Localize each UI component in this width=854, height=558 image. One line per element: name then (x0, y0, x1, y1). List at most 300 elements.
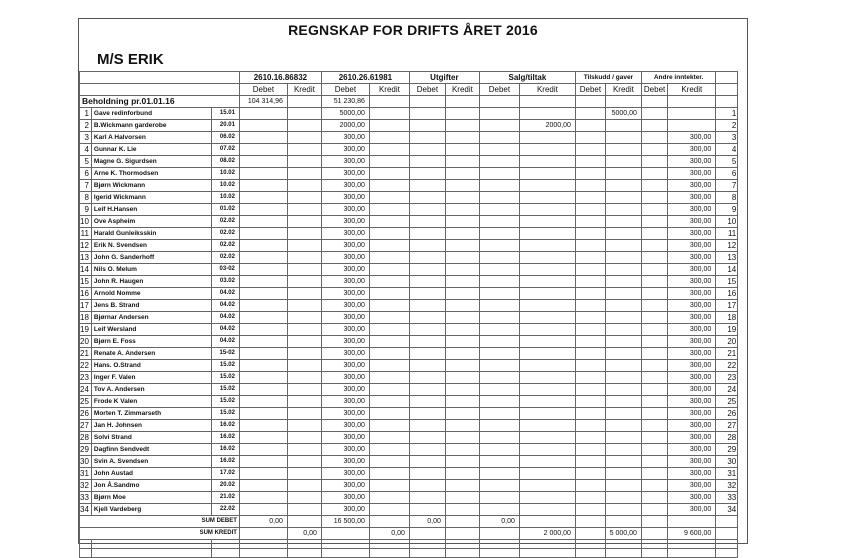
salg-kredit-cell (519, 156, 575, 168)
acct1-kredit-cell (287, 336, 321, 348)
andre-debet-cell (641, 480, 667, 492)
row-number: 30 (80, 456, 92, 468)
utgifter-debet-cell (409, 144, 445, 156)
utgifter-kredit-cell (445, 336, 479, 348)
salg-debet-cell (479, 420, 519, 432)
row-name: Bjørn Wickmann (91, 180, 211, 192)
row-date: 04.02 (211, 312, 239, 324)
row-number-right: 14 (716, 264, 738, 276)
ledger-row (80, 216, 738, 228)
acct2-debet-cell: 300,00 (321, 348, 369, 360)
ledger-row (80, 420, 738, 432)
salg-kredit-cell (519, 492, 575, 504)
utgifter-kredit-cell (445, 432, 479, 444)
andre-kredit-cell: 300,00 (668, 324, 716, 336)
andre-debet-cell (641, 300, 667, 312)
acct2-kredit-cell (369, 372, 409, 384)
acct2-kredit-cell (369, 228, 409, 240)
utgifter-debet-cell (409, 180, 445, 192)
row-number: 5 (80, 156, 92, 168)
acct1-kredit-cell (287, 252, 321, 264)
tilskudd-debet-cell (575, 108, 605, 120)
salg-kredit-cell (519, 408, 575, 420)
acct2-kredit-cell (369, 264, 409, 276)
andre-debet-cell (641, 276, 667, 288)
utgifter-debet-cell (409, 216, 445, 228)
row-number: 1 (80, 108, 92, 120)
sum-kredit-acct1: 0,00 (287, 528, 321, 540)
acct1-debet-cell (239, 300, 287, 312)
row-number-right: 11 (716, 228, 738, 240)
tilskudd-kredit-cell (605, 204, 641, 216)
tilskudd-debet-cell (575, 456, 605, 468)
row-date: 20.01 (211, 120, 239, 132)
andre-debet-cell (641, 252, 667, 264)
utgifter-kredit-cell (445, 504, 479, 516)
salg-kredit-cell (519, 192, 575, 204)
acct1-debet-cell (239, 348, 287, 360)
acct2-debet-cell: 300,00 (321, 252, 369, 264)
acct1-kredit-cell (287, 204, 321, 216)
andre-debet-cell (641, 192, 667, 204)
ledger-row (80, 432, 738, 444)
andre-kredit-cell: 300,00 (668, 360, 716, 372)
row-name: Bjørn Moe (91, 492, 211, 504)
ledger-row (80, 156, 738, 168)
acct1-kredit-cell (287, 108, 321, 120)
row-number: 32 (80, 480, 92, 492)
row-name: Inger F. Valen (91, 372, 211, 384)
row-date: 03.02 (211, 276, 239, 288)
tilskudd-debet-cell (575, 252, 605, 264)
salg-kredit-cell (519, 108, 575, 120)
salg-kredit-cell (519, 444, 575, 456)
acct2-debet-cell: 300,00 (321, 156, 369, 168)
tilskudd-kredit-cell (605, 216, 641, 228)
acct2-kredit-cell (369, 324, 409, 336)
andre-kredit-cell: 300,00 (668, 456, 716, 468)
salg-debet-cell (479, 276, 519, 288)
acct1-kredit-cell (287, 420, 321, 432)
tilskudd-kredit-cell (605, 132, 641, 144)
salg-debet-cell (479, 120, 519, 132)
andre-kredit-cell: 300,00 (668, 480, 716, 492)
salg-kredit-cell (519, 144, 575, 156)
salg-debet-cell (479, 456, 519, 468)
acct1-kredit-cell (287, 480, 321, 492)
tilskudd-debet-cell (575, 348, 605, 360)
acct2-debet-cell: 300,00 (321, 420, 369, 432)
subheader-debet: Debet (321, 84, 369, 96)
row-name: Leif H.Hansen (91, 204, 211, 216)
acct2-debet-cell: 300,00 (321, 312, 369, 324)
row-number: 24 (80, 384, 92, 396)
row-number: 7 (80, 180, 92, 192)
ledger-row (80, 312, 738, 324)
acct2-kredit-cell (369, 492, 409, 504)
acct1-debet-cell (239, 168, 287, 180)
ledger-title: REGNSKAP FOR DRIFTS ÅRET 2016 (288, 22, 538, 38)
tilskudd-debet-cell (575, 336, 605, 348)
acct1-kredit-cell (287, 396, 321, 408)
utgifter-kredit-cell (445, 228, 479, 240)
acct1-debet-cell (239, 120, 287, 132)
row-name: Magne G. Sigurdsen (91, 156, 211, 168)
sum-debet-label: SUM DEBET (80, 516, 240, 528)
acct2-debet-cell: 300,00 (321, 468, 369, 480)
subheader-debet: Debet (479, 84, 519, 96)
salg-debet-cell (479, 408, 519, 420)
salg-debet-cell (479, 192, 519, 204)
tilskudd-kredit-cell (605, 480, 641, 492)
salg-debet-cell (479, 180, 519, 192)
sum-kredit-label: SUM KREDIT (80, 528, 240, 540)
andre-debet-cell (641, 156, 667, 168)
row-date: 15-02 (211, 348, 239, 360)
utgifter-kredit-cell (445, 120, 479, 132)
acct1-kredit-cell (287, 144, 321, 156)
utgifter-kredit-cell (445, 396, 479, 408)
acct1-debet-cell (239, 324, 287, 336)
salg-kredit-cell (519, 432, 575, 444)
blank-row (80, 549, 738, 558)
utgifter-kredit-cell (445, 264, 479, 276)
tilskudd-kredit-cell (605, 492, 641, 504)
row-date: 21.02 (211, 492, 239, 504)
row-name: Jon Å.Sandmo (91, 480, 211, 492)
ledger-row (80, 180, 738, 192)
ledger-row (80, 228, 738, 240)
tilskudd-kredit-cell (605, 144, 641, 156)
acct2-debet-cell: 300,00 (321, 300, 369, 312)
row-number: 14 (80, 264, 92, 276)
tilskudd-debet-cell (575, 360, 605, 372)
acct2-debet-cell: 5000,00 (321, 108, 369, 120)
subheader-kredit: Kredit (445, 84, 479, 96)
tilskudd-debet-cell (575, 300, 605, 312)
row-number: 20 (80, 336, 92, 348)
ledger-row (80, 456, 738, 468)
salg-debet-cell (479, 132, 519, 144)
utgifter-debet-cell (409, 480, 445, 492)
acct1-debet-cell (239, 372, 287, 384)
andre-debet-cell (641, 108, 667, 120)
row-number-right: 20 (716, 336, 738, 348)
tilskudd-kredit-cell (605, 420, 641, 432)
tilskudd-debet-cell (575, 276, 605, 288)
andre-kredit-cell: 300,00 (668, 396, 716, 408)
utgifter-kredit-cell (445, 444, 479, 456)
acct1-kredit-cell (287, 168, 321, 180)
acct1-debet-cell (239, 288, 287, 300)
acct2-kredit-cell (369, 180, 409, 192)
utgifter-debet-cell (409, 492, 445, 504)
row-number: 12 (80, 240, 92, 252)
salg-debet-cell (479, 252, 519, 264)
utgifter-debet-cell (409, 168, 445, 180)
acct2-debet-cell: 300,00 (321, 132, 369, 144)
row-name: Jan H. Johnsen (91, 420, 211, 432)
acct1-debet-cell (239, 444, 287, 456)
row-date: 22.02 (211, 504, 239, 516)
row-number: 3 (80, 132, 92, 144)
andre-kredit-cell: 300,00 (668, 420, 716, 432)
ledger-row (80, 492, 738, 504)
row-number: 4 (80, 144, 92, 156)
sum-kredit-row (80, 528, 738, 540)
utgifter-debet-cell (409, 336, 445, 348)
row-number: 34 (80, 504, 92, 516)
salg-kredit-cell (519, 312, 575, 324)
utgifter-kredit-cell (445, 384, 479, 396)
account-header-row (80, 72, 738, 84)
utgifter-debet-cell (409, 468, 445, 480)
acct2-debet-cell: 300,00 (321, 180, 369, 192)
tilskudd-kredit-cell (605, 264, 641, 276)
acct1-kredit-cell (287, 228, 321, 240)
ledger-row (80, 324, 738, 336)
row-date: 02.02 (211, 216, 239, 228)
utgifter-kredit-cell (445, 408, 479, 420)
tilskudd-debet-cell (575, 312, 605, 324)
ledger-row (80, 504, 738, 516)
col-group-tilskudd: Tilskudd / gaver (575, 72, 641, 84)
acct1-kredit-cell (287, 348, 321, 360)
row-number: 15 (80, 276, 92, 288)
acct1-kredit-cell (287, 240, 321, 252)
acct2-kredit-cell (369, 432, 409, 444)
subheader-debet: Debet (239, 84, 287, 96)
utgifter-debet-cell (409, 276, 445, 288)
row-number: 9 (80, 204, 92, 216)
acct2-debet-cell: 300,00 (321, 324, 369, 336)
ledger-row (80, 384, 738, 396)
ledger-row (80, 132, 738, 144)
tilskudd-kredit-cell (605, 456, 641, 468)
acct2-kredit-cell (369, 348, 409, 360)
acct2-debet-cell: 300,00 (321, 204, 369, 216)
ledger-row (80, 396, 738, 408)
utgifter-kredit-cell (445, 288, 479, 300)
tilskudd-kredit-cell (605, 300, 641, 312)
utgifter-kredit-cell (445, 348, 479, 360)
tilskudd-kredit-cell (605, 408, 641, 420)
salg-kredit-cell (519, 228, 575, 240)
salg-debet-cell (479, 168, 519, 180)
acct1-kredit-cell (287, 504, 321, 516)
row-date: 16.02 (211, 420, 239, 432)
col-group-utgifter: Utgifter (409, 72, 479, 84)
salg-debet-cell (479, 504, 519, 516)
utgifter-kredit-cell (445, 324, 479, 336)
subheader-debet: Debet (409, 84, 445, 96)
ledger-row (80, 168, 738, 180)
row-name: Arnold Nomme (91, 288, 211, 300)
acct1-kredit-cell (287, 408, 321, 420)
andre-kredit-cell: 300,00 (668, 180, 716, 192)
acct1-debet-cell (239, 252, 287, 264)
tilskudd-debet-cell (575, 156, 605, 168)
salg-kredit-cell (519, 360, 575, 372)
row-name: Kjell Vardeberg (91, 504, 211, 516)
tilskudd-debet-cell (575, 492, 605, 504)
row-number-right: 29 (716, 444, 738, 456)
salg-debet-cell (479, 444, 519, 456)
andre-kredit-cell: 300,00 (668, 264, 716, 276)
row-date: 15.02 (211, 372, 239, 384)
opening-balance-row (80, 96, 738, 108)
row-date: 16.02 (211, 444, 239, 456)
andre-kredit-cell: 300,00 (668, 204, 716, 216)
ledger-row (80, 204, 738, 216)
salg-kredit-cell (519, 276, 575, 288)
andre-debet-cell (641, 504, 667, 516)
acct2-debet-cell: 300,00 (321, 432, 369, 444)
andre-debet-cell (641, 336, 667, 348)
utgifter-kredit-cell (445, 216, 479, 228)
utgifter-debet-cell (409, 108, 445, 120)
row-number-right: 31 (716, 468, 738, 480)
andre-kredit-cell: 300,00 (668, 432, 716, 444)
sum-debet-row (80, 516, 738, 528)
salg-debet-cell (479, 228, 519, 240)
andre-debet-cell (641, 408, 667, 420)
acct1-kredit-cell (287, 156, 321, 168)
ledger-table (79, 71, 738, 558)
salg-debet-cell (479, 336, 519, 348)
utgifter-kredit-cell (445, 108, 479, 120)
acct1-debet-cell (239, 468, 287, 480)
utgifter-debet-cell (409, 372, 445, 384)
acct2-debet-cell: 300,00 (321, 444, 369, 456)
salg-debet-cell (479, 144, 519, 156)
row-number-right: 16 (716, 288, 738, 300)
tilskudd-debet-cell (575, 468, 605, 480)
acct2-kredit-cell (369, 396, 409, 408)
utgifter-kredit-cell (445, 480, 479, 492)
acct1-debet-cell (239, 408, 287, 420)
acct2-debet-cell: 300,00 (321, 504, 369, 516)
andre-kredit-cell: 300,00 (668, 252, 716, 264)
tilskudd-kredit-cell (605, 504, 641, 516)
acct1-debet-cell (239, 384, 287, 396)
acct2-kredit-cell (369, 204, 409, 216)
andre-kredit-cell: 300,00 (668, 372, 716, 384)
opening-acct2-debet: 51 230,86 (321, 96, 369, 108)
row-date: 15.02 (211, 396, 239, 408)
row-name: Morten T. Zimmarseth (91, 408, 211, 420)
salg-debet-cell (479, 492, 519, 504)
andre-kredit-cell: 300,00 (668, 216, 716, 228)
ledger-row (80, 360, 738, 372)
salg-debet-cell (479, 432, 519, 444)
ledger-row (80, 120, 738, 132)
andre-debet-cell (641, 120, 667, 132)
acct2-kredit-cell (369, 504, 409, 516)
acct2-kredit-cell (369, 144, 409, 156)
row-date: 15.02 (211, 360, 239, 372)
acct1-debet-cell (239, 456, 287, 468)
acct2-kredit-cell (369, 276, 409, 288)
tilskudd-kredit-cell (605, 288, 641, 300)
salg-kredit-cell (519, 204, 575, 216)
utgifter-kredit-cell (445, 492, 479, 504)
acct2-kredit-cell (369, 156, 409, 168)
andre-kredit-cell: 300,00 (668, 288, 716, 300)
col-group-andre: Andre inntekter. (641, 72, 715, 84)
acct2-debet-cell: 300,00 (321, 396, 369, 408)
row-name: Bjørnar Andersen (91, 312, 211, 324)
utgifter-debet-cell (409, 252, 445, 264)
row-number-right: 9 (716, 204, 738, 216)
andre-kredit-cell (668, 120, 716, 132)
tilskudd-debet-cell (575, 120, 605, 132)
subheader-kredit: Kredit (287, 84, 321, 96)
row-date: 15.01 (211, 108, 239, 120)
utgifter-kredit-cell (445, 276, 479, 288)
sum-kredit-salg: 2 000,00 (519, 528, 575, 540)
row-number-right: 12 (716, 240, 738, 252)
row-number-right: 21 (716, 348, 738, 360)
ledger-row (80, 108, 738, 120)
row-number: 11 (80, 228, 92, 240)
tilskudd-debet-cell (575, 240, 605, 252)
salg-kredit-cell (519, 468, 575, 480)
acct2-kredit-cell (369, 456, 409, 468)
acct1-debet-cell (239, 504, 287, 516)
acct2-debet-cell: 2000,00 (321, 120, 369, 132)
tilskudd-kredit-cell (605, 468, 641, 480)
row-number: 16 (80, 288, 92, 300)
acct1-kredit-cell (287, 120, 321, 132)
acct2-kredit-cell (369, 468, 409, 480)
row-number: 28 (80, 432, 92, 444)
row-number-right: 2 (716, 120, 738, 132)
ledger-row (80, 144, 738, 156)
salg-kredit-cell (519, 240, 575, 252)
acct2-kredit-cell (369, 132, 409, 144)
acct2-debet-cell: 300,00 (321, 276, 369, 288)
acct2-debet-cell: 300,00 (321, 408, 369, 420)
andre-debet-cell (641, 396, 667, 408)
andre-kredit-cell: 300,00 (668, 336, 716, 348)
acct1-kredit-cell (287, 288, 321, 300)
row-number: 33 (80, 492, 92, 504)
row-date: 10.02 (211, 168, 239, 180)
acct1-kredit-cell (287, 312, 321, 324)
row-number-right: 18 (716, 312, 738, 324)
acct2-kredit-cell (369, 108, 409, 120)
row-name: Frode K Valen (91, 396, 211, 408)
andre-kredit-cell: 300,00 (668, 504, 716, 516)
salg-kredit-cell (519, 504, 575, 516)
andre-debet-cell (641, 348, 667, 360)
andre-kredit-cell: 300,00 (668, 384, 716, 396)
acct2-debet-cell: 300,00 (321, 216, 369, 228)
acct1-kredit-cell (287, 192, 321, 204)
utgifter-kredit-cell (445, 468, 479, 480)
sum-kredit-utgifter: 0,00 (369, 528, 409, 540)
utgifter-kredit-cell (445, 252, 479, 264)
row-number-right: 33 (716, 492, 738, 504)
row-number: 21 (80, 348, 92, 360)
acct1-kredit-cell (287, 456, 321, 468)
acct2-debet-cell: 300,00 (321, 456, 369, 468)
acct1-kredit-cell (287, 180, 321, 192)
row-number: 2 (80, 120, 92, 132)
acct1-debet-cell (239, 396, 287, 408)
utgifter-kredit-cell (445, 132, 479, 144)
